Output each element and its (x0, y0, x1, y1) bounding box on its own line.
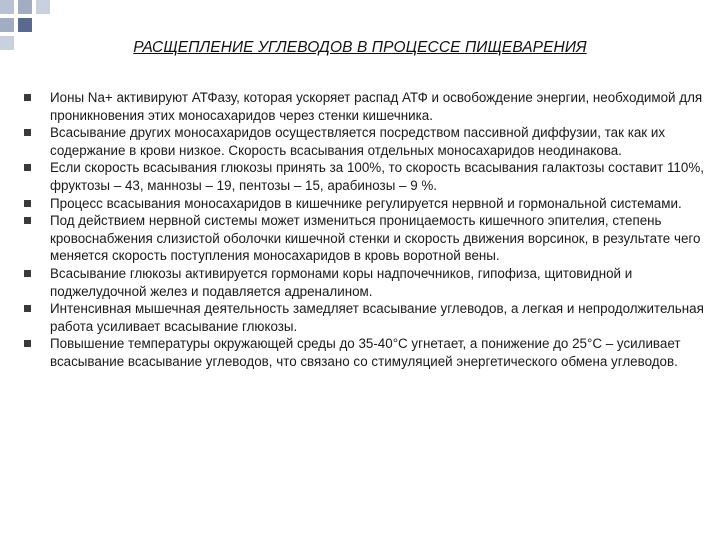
decor-square (18, 18, 32, 32)
square-bullet-icon (24, 340, 31, 347)
list-item-text: Всасывание глюкозы активируется гормонами коры надпочечников, гипофиза, щитовидной и поджелудочной желез и подавляется адреналином. (50, 265, 633, 299)
list-item-text: Всасывание других моносахаридов осуществляется посредством пассивной диффузии, так как их содержание в крови низкое. Скорость всасывания отдельных моносахаридов неодинакова. (50, 125, 666, 158)
square-bullet-icon (24, 270, 31, 277)
list-item (24, 89, 704, 124)
decor-square (18, 0, 32, 14)
list-item-text: Под действием нервной системы может измениться проницаемость кишечного эпителия, степень кровоснабжения слизистой оболочки кишечной стенки и скорость движения ворсинок, в результате чего меняется скорость поступления моносахаридов в кровь воротной вены. (50, 213, 701, 264)
list-item (24, 265, 704, 300)
list-item-text: Процесс всасывания моносахаридов в кишечнике регулируется нервной и гормональной системами. (50, 195, 682, 211)
list-item-text: Интенсивная мышечная деятельность замедляет всасывание углеводов, а легкая и непродолжительная работа усиливает всасывание глюкозы. (50, 301, 704, 334)
square-bullet-icon (24, 129, 31, 136)
list-item (24, 335, 704, 370)
square-bullet-icon (24, 305, 31, 312)
list-item-text: Повышение температуры окружающей среды до 35-40°С угнетает, а понижение до 25°С – усиливает всасывание всасывание углеводов, что связано со стимуляцией энергетического обмена углеводов. (50, 336, 681, 369)
square-bullet-icon (24, 164, 31, 171)
slide-title: РАСЩЕПЛЕНИЕ УГЛЕВОДОВ В ПРОЦЕССЕ ПИЩЕВАРЕНИЯ (133, 39, 587, 56)
square-bullet-icon (24, 94, 31, 101)
list-item (24, 212, 704, 265)
list-item (24, 300, 704, 335)
list-item (24, 124, 704, 159)
list-item-text: Ионы Na+ активируют АТФазу, которая ускоряет распад АТФ и освобождение энергии, необходимой для проникновения этих моносахаридов через стенки кишечника. (50, 90, 703, 123)
square-bullet-icon (24, 200, 31, 207)
decor-square (0, 0, 14, 14)
list-item-text: Если скорость всасывания глюкозы принять за 100%, то скорость всасывания галактозы составит 110%, фруктозы – 43, маннозы – 19, пентозы – 15, арабинозы – 9 %. (50, 160, 704, 193)
list-item (24, 195, 704, 213)
bullet-list (24, 89, 704, 371)
decor-square (36, 0, 50, 14)
decor-square (0, 18, 14, 32)
list-item (24, 159, 704, 194)
square-bullet-icon (24, 217, 31, 224)
